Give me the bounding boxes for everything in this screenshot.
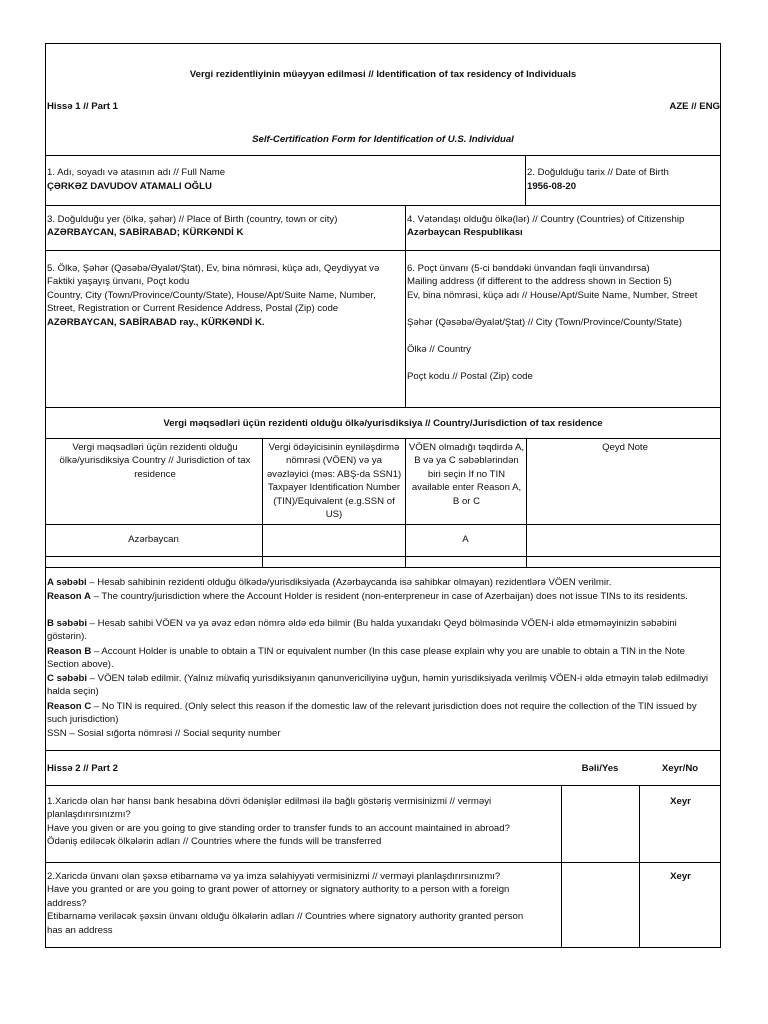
reason-a-en bbox=[47, 590, 719, 603]
row-country: Azərbaycan bbox=[128, 534, 179, 545]
mailing-postal-label: Poçt kodu // Postal (Zip) code bbox=[407, 371, 533, 382]
divider bbox=[405, 205, 406, 407]
reason-c-az bbox=[47, 672, 719, 699]
reason-b-az-label: B səbəbi bbox=[47, 618, 87, 629]
ssn-note: SSN – Sosial sığorta nömrəsi // Social sequrity number bbox=[47, 728, 281, 739]
mailing-label: 6. Poçt ünvanı (5-ci bənddəki ünvandan fəqli ünvandırsa) bbox=[407, 263, 650, 274]
full-name-label: 1. Adı, soyadı və atasının adı // Full Name bbox=[47, 167, 226, 178]
mailing-city-label: Şəhər (Qəsəbə/Əyalət/Ştat) // City (Town/Province/County/State) bbox=[407, 317, 682, 328]
reason-b-az bbox=[47, 617, 719, 644]
question-1-text: 1.Xaricdə olan hər hansı bank hesabına dövri ödənişlər edilməsi ilə bağlı göstəriş vermisinizmi // verməyi bbox=[47, 796, 492, 807]
reason-b-en-text: – Account Holder is unable to obtain a TIN or equivalent number (In this case please explain why you are unable to obtain a TIN in the Note Section above). bbox=[47, 646, 685, 671]
address-label: 5. Ölkə, Şəhər (Qəsəbə/Əyalət/Ştat), Ev, bina nömrəsi, küçə adı, Qeydiyyat və bbox=[47, 263, 380, 274]
reason-b-az-text: – Hesab sahibi VÖEN və ya əvəz edən nömrə əldə edə bilmir (Bu halda yuxarıdakı Qeyd bölməsində VÖEN-i əldə etməməyinizin səbəbini göstərin). bbox=[47, 618, 677, 643]
dob-label: 2. Doğulduğu tarix // Date of Birth bbox=[527, 167, 669, 178]
citizenship-value: Azərbaycan Respublikası bbox=[407, 227, 523, 238]
question-2-text: address? bbox=[47, 898, 87, 909]
no-column-label: Xeyr/No bbox=[661, 763, 699, 774]
divider bbox=[561, 785, 562, 948]
divider bbox=[45, 524, 721, 525]
reason-c-en bbox=[47, 700, 719, 727]
mailing-label: Ev, bina nömrəsi, küçə adı // House/Apt/Suite Name, Number, Street bbox=[407, 290, 698, 301]
divider bbox=[45, 785, 721, 786]
reason-a-en-text: – The country/jurisdiction where the Account Holder is resident (non-enterpreneur in case of Azerbaijan) does not issue TINs to its residents. bbox=[90, 591, 688, 602]
divider bbox=[45, 205, 721, 206]
divider bbox=[526, 438, 527, 567]
col-header-reason: VÖEN olmadığı təqdirdə A, B və ya C səbəblərindən biri seçin If no TIN available enter Reason A, B or C bbox=[408, 442, 525, 507]
language-label: AZE // ENG bbox=[669, 101, 720, 112]
divider bbox=[405, 438, 406, 567]
reason-a-az-text: – Hesab sahibinin rezidenti olduğu ölkədə/yurisdiksiyada (Azərbaycanda isə sahibkar olmayan) rezidentlərə VÖEN verilmir. bbox=[86, 577, 612, 588]
reason-c-en-label: Reason C bbox=[47, 701, 92, 712]
col-header-note: Qeyd Note bbox=[602, 442, 648, 453]
question-1-answer: Xeyr bbox=[670, 796, 691, 807]
tax-residence-heading: Vergi məqsədləri üçün rezidenti olduğu ölkə/yurisdiksiya // Country/Jurisdiction of tax residence bbox=[163, 418, 603, 429]
divider bbox=[45, 567, 721, 568]
reason-a-en-label: Reason A bbox=[47, 591, 91, 602]
question-2-text: Etibarnamə veriləcək şəxsin ünvanı olduğu ölkələrin adları // Countries where signatory authority granted person bbox=[47, 911, 524, 922]
divider bbox=[45, 556, 721, 557]
dob-value: 1956-08-20 bbox=[527, 181, 577, 192]
divider bbox=[45, 750, 721, 751]
reason-c-az-text: – VÖEN tələb edilmir. (Yalnız müvafiq yurisdiksiyanın qanunvericiliyinə uyğun, həmin yurisdiksiyada verilmiş VÖEN-i əldə etməyin tələb edilmədiyi halda seçin) bbox=[47, 673, 709, 698]
part2-label: Hissə 2 // Part 2 bbox=[47, 763, 118, 774]
question-2-text: 2.Xaricdə ünvanı olan şəxsə etibarnamə və ya imza səlahiyyəti vermisinizmi // verməyi planlaşdırırsınızmı? bbox=[47, 871, 501, 882]
pob-value: AZƏRBAYCAN, SABİRABAD; KÜRKƏNDİ K bbox=[47, 227, 244, 238]
question-2-answer: Xeyr bbox=[670, 871, 691, 882]
reason-c-az-label: C səbəbi bbox=[47, 673, 87, 684]
reason-b-en bbox=[47, 645, 719, 672]
citizenship-label: 4. Vətəndaşı olduğu ölkə(lər) // Country (Countries) of Citizenship bbox=[407, 214, 685, 225]
divider bbox=[45, 407, 721, 408]
question-1-text: Ödəniş ediləcək ölkələrin adları // Countries where the funds will be transferred bbox=[47, 836, 382, 847]
form-title: Self-Certification Form for Identification of U.S. Individual bbox=[252, 134, 514, 145]
reason-a-az bbox=[47, 576, 719, 589]
question-1-text: Have you given or are you going to give standing order to transfer funds to an account maintained in abroad? bbox=[47, 823, 510, 834]
question-1-text: planlaşdırırsınızmı? bbox=[47, 809, 131, 820]
reason-c-en-text: – No TIN is required. (Only select this reason if the domestic law of the relevant jurisdiction does not require the collection of the TIN issued by such jurisdiction) bbox=[47, 701, 697, 726]
col-header-country: Vergi məqsədləri üçün rezidenti olduğu ölkə/yurisdiksiya Country // Jurisdiction of tax residence bbox=[59, 442, 251, 480]
row-reason: A bbox=[462, 534, 469, 545]
mailing-label: Mailing address (if different to the address shown in Section 5) bbox=[407, 276, 672, 287]
pob-label: 3. Doğulduğu yer (ölkə, şəhər) // Place of Birth (country, town or city) bbox=[47, 214, 338, 225]
page-title: Vergi rezidentliyinin müəyyən edilməsi // Identification of tax residency of Individuals bbox=[189, 69, 577, 80]
question-2-text: has an address bbox=[47, 925, 113, 936]
mailing-country-label: Ölkə // Country bbox=[407, 344, 471, 355]
address-value: AZƏRBAYCAN, SABİRABAD ray., KÜRKƏNDİ K. bbox=[47, 317, 265, 328]
full-name-value: ÇƏRKƏZ DAVUDOV ATAMALI OĞLU bbox=[47, 181, 212, 192]
divider bbox=[45, 862, 721, 863]
address-label: Street, Registration or Current Residence Address, Postal (Zip) code bbox=[47, 303, 339, 314]
yes-column-label: Bəli/Yes bbox=[581, 763, 619, 774]
reason-a-az-label: A səbəbi bbox=[47, 577, 87, 588]
address-label: Country, City (Town/Province/County/State), House/Apt/Suite Name, Number, bbox=[47, 290, 376, 301]
col-header-tin: Vergi ödəyicisinin eyniləşdirmə nömrəsi (VÖEN) və ya əvəzləyici (məs: ABŞ-da SSN1) Taxpayer Identification Number (TIN)/Equivalent (e.g.SSN of US) bbox=[266, 442, 402, 521]
divider bbox=[262, 438, 263, 567]
divider bbox=[45, 438, 721, 439]
divider bbox=[45, 155, 721, 156]
address-label: Faktiki yaşayış ünvanı, Poçt kodu bbox=[47, 276, 190, 287]
divider bbox=[639, 785, 640, 948]
part1-label: Hissə 1 // Part 1 bbox=[47, 101, 118, 112]
divider bbox=[45, 250, 721, 251]
divider bbox=[525, 155, 526, 205]
reason-b-en-label: Reason B bbox=[47, 646, 92, 657]
question-2-text: Have you granted or are you going to grant power of attorney or signatory authority to a person with a foreign bbox=[47, 884, 510, 895]
